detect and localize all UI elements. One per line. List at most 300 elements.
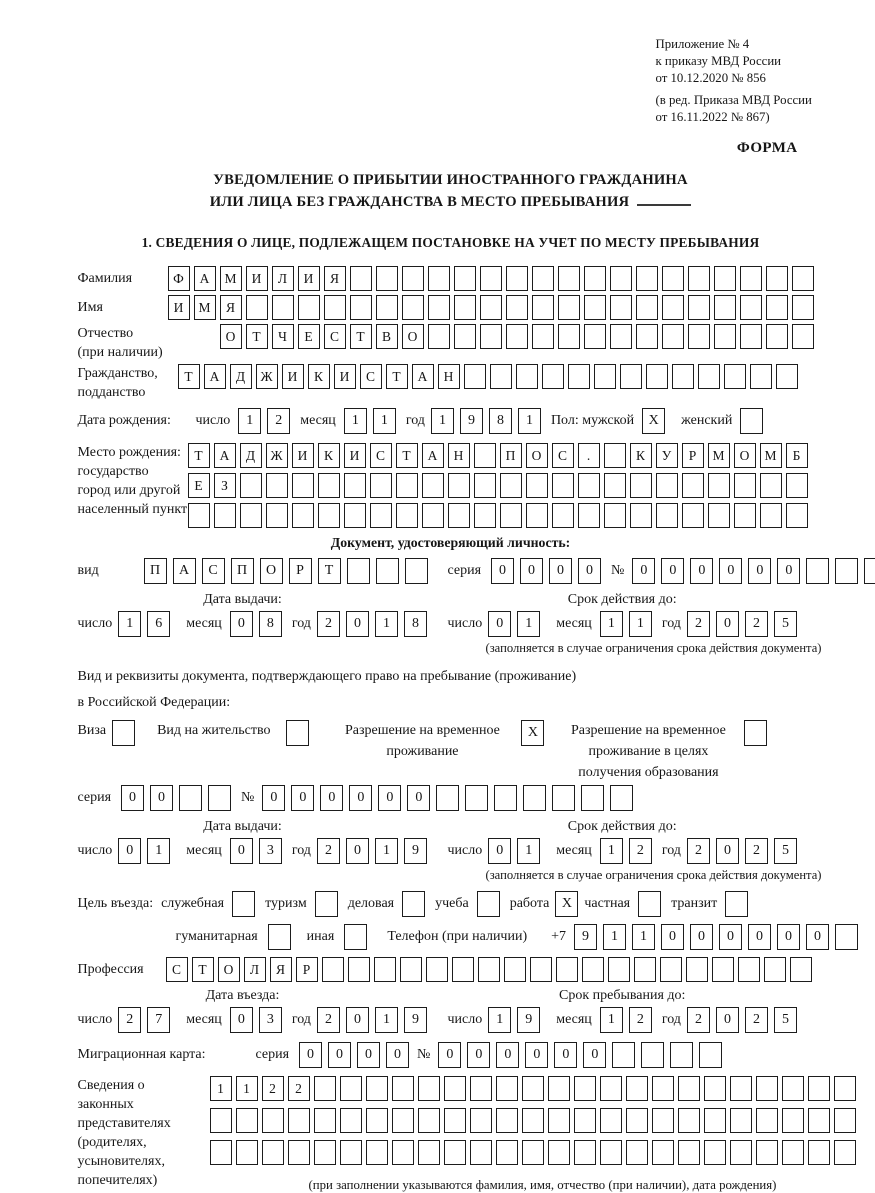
patronymic-label: Отчество (при наличии) xyxy=(77,326,163,360)
form-cell xyxy=(581,785,604,811)
form-cell: 0 xyxy=(262,785,285,811)
form-cell: 1 xyxy=(517,611,540,637)
form-cell: С xyxy=(202,558,225,584)
form-cell: 0 xyxy=(291,785,314,811)
birth-day-label: число xyxy=(195,413,231,428)
form-cell xyxy=(558,324,580,349)
valid-year-cells[interactable] xyxy=(687,611,797,637)
form-cell xyxy=(268,924,291,950)
issue-year-cells[interactable] xyxy=(317,611,427,637)
form-cell xyxy=(292,473,314,498)
form-cell: Ж xyxy=(256,364,278,389)
form-cell: 9 xyxy=(574,924,597,950)
form-cell xyxy=(522,1108,544,1133)
form-cell: Д xyxy=(230,364,252,389)
form-cell: 0 xyxy=(549,558,572,584)
form-cell: У xyxy=(656,443,678,468)
form-cell xyxy=(418,1108,440,1133)
sex-female-checkbox[interactable] xyxy=(740,408,763,434)
sex-female-label: женский xyxy=(681,413,733,428)
form-cell xyxy=(504,957,526,982)
form-cell xyxy=(552,503,574,528)
purpose-business-checkbox[interactable] xyxy=(402,891,425,917)
birth-place-cells-row1[interactable] xyxy=(188,443,808,468)
doc-series-cells[interactable] xyxy=(491,558,601,584)
form-cell xyxy=(210,1140,232,1165)
form-cell xyxy=(236,1108,258,1133)
form-cell: 2 xyxy=(288,1076,310,1101)
form-cell xyxy=(214,503,236,528)
form-cell: Т xyxy=(386,364,408,389)
form-cell xyxy=(392,1140,414,1165)
birth-day-cells[interactable] xyxy=(238,408,290,434)
form-cell: М xyxy=(194,295,216,320)
permit-number-cells[interactable] xyxy=(262,785,633,811)
form-cell: 0 xyxy=(438,1042,461,1068)
form-cell: 0 xyxy=(690,924,713,950)
temp-residence-permit-edu-option xyxy=(562,720,767,783)
form-cell xyxy=(610,324,632,349)
purpose-option-label: служебная xyxy=(161,896,225,911)
form-cell xyxy=(630,503,652,528)
annex-edit-note-line: (в ред. Приказа МВД России xyxy=(655,93,812,107)
form-cell xyxy=(402,266,424,291)
form-cell: 0 xyxy=(378,785,401,811)
form-cell xyxy=(324,295,346,320)
purpose-option-label: гуманитарная xyxy=(175,929,258,944)
form-cell: Е xyxy=(298,324,320,349)
permit-valid-year-label: год xyxy=(661,843,681,858)
form-cell xyxy=(714,295,736,320)
issue-day-cells[interactable] xyxy=(118,611,170,637)
form-cell xyxy=(344,503,366,528)
permit-series-cells[interactable] xyxy=(121,785,231,811)
purpose-work-checkbox[interactable] xyxy=(555,891,578,917)
form-cell xyxy=(714,266,736,291)
form-cell xyxy=(740,408,763,434)
form-cell: 0 xyxy=(806,924,829,950)
form-cell: А xyxy=(204,364,226,389)
form-cell: 0 xyxy=(488,838,511,864)
phone-cells[interactable] xyxy=(574,924,858,950)
doc-number-label: № xyxy=(611,563,625,578)
form-cell: И xyxy=(168,295,190,320)
issue-month-label: месяц xyxy=(186,616,222,631)
form-cell xyxy=(834,1140,856,1165)
birth-place-cells-row2[interactable] xyxy=(188,473,808,498)
form-cell xyxy=(232,891,255,917)
form-cell: 1 xyxy=(375,611,398,637)
form-cell xyxy=(604,503,626,528)
form-cell: 1 xyxy=(600,838,623,864)
doc-type-label: вид xyxy=(77,563,99,578)
form-cell xyxy=(782,1076,804,1101)
form-cell xyxy=(756,1108,778,1133)
form-cell: 0 xyxy=(777,924,800,950)
form-cell: 3 xyxy=(259,838,282,864)
birth-place-cells-row3[interactable] xyxy=(188,503,808,528)
form-cell xyxy=(340,1108,362,1133)
form-cell xyxy=(314,1076,336,1101)
purpose-transit-checkbox[interactable] xyxy=(725,891,748,917)
form-cell xyxy=(604,473,626,498)
form-cell: 0 xyxy=(320,785,343,811)
entry-day-cells[interactable] xyxy=(118,1007,170,1033)
form-cell: И xyxy=(246,266,268,291)
form-cell: Б xyxy=(786,443,808,468)
form-cell xyxy=(835,924,858,950)
form-cell: Р xyxy=(289,558,312,584)
form-cell: 2 xyxy=(745,1007,768,1033)
form-cell xyxy=(740,295,762,320)
representatives-cells-row1[interactable] xyxy=(210,1076,856,1101)
form-cell xyxy=(522,1140,544,1165)
form-cell xyxy=(608,957,630,982)
form-cell: Д xyxy=(240,443,262,468)
form-cell xyxy=(610,266,632,291)
form-cell: Т xyxy=(178,364,200,389)
form-cell xyxy=(558,266,580,291)
form-cell: О xyxy=(734,443,756,468)
form-cell xyxy=(400,957,422,982)
form-cell: П xyxy=(231,558,254,584)
form-cell xyxy=(262,1108,284,1133)
form-cell xyxy=(756,1140,778,1165)
profession-label: Профессия xyxy=(77,961,144,977)
form-cell xyxy=(620,364,642,389)
birth-place-label: Место рождения: государство город или другой населенный пункт xyxy=(77,445,188,517)
stay-day-cells[interactable] xyxy=(488,1007,540,1033)
purpose-study-checkbox[interactable] xyxy=(477,891,500,917)
form-cell: А xyxy=(214,443,236,468)
birth-year-cells[interactable] xyxy=(431,408,541,434)
form-cell xyxy=(266,473,288,498)
permit-issue-month-cells[interactable] xyxy=(230,838,282,864)
surname-label: Фамилия xyxy=(77,270,133,286)
form-cell xyxy=(444,1108,466,1133)
permit-valid-until-group xyxy=(448,819,797,864)
form-cell xyxy=(347,558,370,584)
form-cell xyxy=(496,1108,518,1133)
form-cell: О xyxy=(402,324,424,349)
form-cell xyxy=(532,295,554,320)
form-cell: Ф xyxy=(168,266,190,291)
form-cell xyxy=(626,1076,648,1101)
form-cell xyxy=(582,957,604,982)
permit-valid-until-heading: Срок действия до: xyxy=(567,819,677,834)
form-cell: 2 xyxy=(745,611,768,637)
form-cell xyxy=(670,1042,693,1068)
form-cell xyxy=(552,785,575,811)
valid-day-cells[interactable] xyxy=(488,611,540,637)
issue-day-label: число xyxy=(77,616,113,631)
form-cell: 0 xyxy=(118,838,141,864)
form-cell xyxy=(376,266,398,291)
form-cell: 7 xyxy=(147,1007,170,1033)
doc-number-cells[interactable] xyxy=(632,558,875,584)
form-cell xyxy=(402,295,424,320)
permit-validity-note: (заполняется в случае ограничения срока действия документа) xyxy=(485,868,822,882)
form-cell xyxy=(240,503,262,528)
form-cell: 0 xyxy=(716,1007,739,1033)
form-cell: 1 xyxy=(375,1007,398,1033)
form-cell xyxy=(370,503,392,528)
entry-date-heading: Дата въезда: xyxy=(205,988,280,1003)
form-cell xyxy=(402,891,425,917)
form-cell: 0 xyxy=(748,558,771,584)
form-cell xyxy=(288,1140,310,1165)
form-cell xyxy=(760,503,782,528)
permit-issue-month-label: месяц xyxy=(186,843,222,858)
form-cell xyxy=(272,295,294,320)
form-cell xyxy=(766,295,788,320)
form-cell: 1 xyxy=(488,1007,511,1033)
form-cell: 0 xyxy=(230,838,253,864)
citizenship-label: Гражданство, подданство xyxy=(77,366,158,400)
form-cell: 3 xyxy=(259,1007,282,1033)
form-cell xyxy=(610,785,633,811)
form-cell xyxy=(454,295,476,320)
permit-valid-day-cells[interactable] xyxy=(488,838,540,864)
residence-permit-label: Вид на жительство xyxy=(157,723,271,738)
form-cell: 0 xyxy=(230,611,253,637)
form-cell: 2 xyxy=(262,1076,284,1101)
form-cell xyxy=(786,473,808,498)
valid-day-label: число xyxy=(447,616,483,631)
annex-line: от 10.12.2020 № 856 xyxy=(655,71,766,85)
stay-month-cells[interactable] xyxy=(600,1007,652,1033)
form-cell xyxy=(610,295,632,320)
form-cell: 8 xyxy=(259,611,282,637)
visa-checkbox[interactable] xyxy=(112,720,135,746)
form-cell xyxy=(428,266,450,291)
form-cell: 2 xyxy=(267,408,290,434)
form-cell xyxy=(688,266,710,291)
form-cell xyxy=(600,1108,622,1133)
form-cell xyxy=(714,324,736,349)
form-cell xyxy=(288,1108,310,1133)
form-cell xyxy=(418,1140,440,1165)
form-cell xyxy=(426,957,448,982)
permit-series-label: серия xyxy=(77,790,112,805)
stay-year-cells[interactable] xyxy=(687,1007,797,1033)
form-cell: Я xyxy=(324,266,346,291)
issue-month-cells[interactable] xyxy=(230,611,282,637)
form-cell xyxy=(656,503,678,528)
form-cell: 2 xyxy=(317,611,340,637)
form-cell xyxy=(366,1108,388,1133)
permit-issue-year-cells[interactable] xyxy=(317,838,427,864)
form-cell xyxy=(314,1140,336,1165)
form-cell xyxy=(738,957,760,982)
first-name-label: Имя xyxy=(77,299,103,315)
form-cell xyxy=(750,364,772,389)
form-cell: 1 xyxy=(236,1076,258,1101)
form-cell: 0 xyxy=(583,1042,606,1068)
representatives-cells-row3[interactable] xyxy=(210,1140,856,1165)
form-cell xyxy=(808,1140,830,1165)
form-cell: 0 xyxy=(716,838,739,864)
purpose-tourism-checkbox[interactable] xyxy=(315,891,338,917)
form-cell: 0 xyxy=(328,1042,351,1068)
form-cell xyxy=(558,295,580,320)
citizenship-cells[interactable] xyxy=(178,364,798,389)
form-cell: Р xyxy=(682,443,704,468)
form-cell xyxy=(448,503,470,528)
entry-year-cells[interactable] xyxy=(317,1007,427,1033)
form-cell: Ч xyxy=(272,324,294,349)
temp-residence-permit-checkbox[interactable] xyxy=(521,720,544,746)
permit-valid-month-cells[interactable] xyxy=(600,838,652,864)
permit-valid-month-label: месяц xyxy=(556,843,592,858)
form-cell xyxy=(477,891,500,917)
permit-issue-date-group xyxy=(78,819,448,864)
form-cell: И xyxy=(298,266,320,291)
migration-series-cells[interactable] xyxy=(299,1042,409,1068)
form-cell xyxy=(474,473,496,498)
form-cell: 2 xyxy=(745,838,768,864)
profession-cells[interactable] xyxy=(166,957,812,982)
form-cell xyxy=(370,473,392,498)
form-cell xyxy=(506,324,528,349)
title-line-2: ИЛИ ЛИЦА БЕЗ ГРАЖДАНСТВА В МЕСТО ПРЕБЫВАНИЯ xyxy=(78,191,824,213)
form-cell: 0 xyxy=(520,558,543,584)
form-cell: С xyxy=(360,364,382,389)
form-cell xyxy=(500,503,522,528)
visa-label: Виза xyxy=(77,723,107,738)
title-line-1: УВЕДОМЛЕНИЕ О ПРИБЫТИИ ИНОСТРАННОГО ГРАЖДАНИНА xyxy=(213,172,688,188)
form-cell xyxy=(790,957,812,982)
form-cell xyxy=(578,503,600,528)
form-marker: ФОРМА xyxy=(736,140,798,156)
form-cell: 1 xyxy=(344,408,367,434)
form-cell xyxy=(686,957,708,982)
purpose-private-checkbox[interactable] xyxy=(638,891,661,917)
first-name-cells[interactable] xyxy=(168,295,814,320)
form-cell xyxy=(708,473,730,498)
form-cell: И xyxy=(282,364,304,389)
stay-until-heading: Срок пребывания до: xyxy=(558,988,686,1003)
form-cell xyxy=(730,1140,752,1165)
form-cell: 1 xyxy=(238,408,261,434)
section-1-body xyxy=(78,266,824,1193)
representatives-cells-row2[interactable] xyxy=(210,1108,856,1133)
form-cell xyxy=(806,558,829,584)
temp-residence-permit-edu-checkbox[interactable] xyxy=(744,720,767,746)
form-cell xyxy=(428,295,450,320)
form-cell xyxy=(396,473,418,498)
form-cell xyxy=(725,891,748,917)
purpose-option-label: частная xyxy=(584,896,631,911)
purpose-humanitarian-checkbox[interactable] xyxy=(268,924,291,950)
form-cell xyxy=(604,443,626,468)
form-cell: З xyxy=(214,473,236,498)
form-cell xyxy=(474,503,496,528)
form-cell xyxy=(704,1140,726,1165)
birth-month-label: месяц xyxy=(300,413,336,428)
form-cell xyxy=(808,1076,830,1101)
patronymic-cells[interactable] xyxy=(220,324,814,349)
form-cell: 0 xyxy=(554,1042,577,1068)
form-cell xyxy=(474,443,496,468)
form-cell: 9 xyxy=(404,1007,427,1033)
form-cell xyxy=(636,324,658,349)
form-cell: 1 xyxy=(375,838,398,864)
form-cell xyxy=(652,1140,674,1165)
stay-day-label: число xyxy=(447,1012,483,1027)
form-cell xyxy=(464,364,486,389)
form-cell: 0 xyxy=(496,1042,519,1068)
entry-month-cells[interactable] xyxy=(230,1007,282,1033)
valid-month-cells[interactable] xyxy=(600,611,652,637)
permit-issue-day-cells[interactable] xyxy=(118,838,170,864)
migration-number-cells[interactable] xyxy=(438,1042,722,1068)
form-cell xyxy=(766,324,788,349)
form-cell xyxy=(366,1076,388,1101)
form-cell xyxy=(782,1140,804,1165)
sex-male-checkbox[interactable] xyxy=(642,408,665,434)
form-cell: Т xyxy=(246,324,268,349)
form-cell xyxy=(760,473,782,498)
permit-valid-year-cells[interactable] xyxy=(687,838,797,864)
form-cell xyxy=(210,1108,232,1133)
phone-prefix: +7 xyxy=(551,929,567,944)
form-cell: Т xyxy=(188,443,210,468)
form-cell: 0 xyxy=(777,558,800,584)
form-cell xyxy=(480,266,502,291)
birth-month-cells[interactable] xyxy=(344,408,396,434)
form-cell: 0 xyxy=(299,1042,322,1068)
purpose-official-checkbox[interactable] xyxy=(232,891,255,917)
issue-year-label: год xyxy=(291,616,311,631)
form-cell: С xyxy=(324,324,346,349)
form-cell: 0 xyxy=(346,838,369,864)
representatives-note: (при заполнении указываются фамилия, имя, отчество (при наличии), дата рождения) xyxy=(308,1178,777,1192)
form-cell: Н xyxy=(438,364,460,389)
form-cell xyxy=(744,720,767,746)
form-cell: 0 xyxy=(661,558,684,584)
doc-issue-date-heading: Дата выдачи: xyxy=(203,592,282,607)
form-cell xyxy=(834,1108,856,1133)
form-cell xyxy=(548,1140,570,1165)
form-cell xyxy=(574,1076,596,1101)
permit-number-label: № xyxy=(241,790,255,805)
form-cell: 0 xyxy=(346,1007,369,1033)
doc-type-cells[interactable] xyxy=(144,558,428,584)
purpose-other-checkbox[interactable] xyxy=(344,924,367,950)
form-cell xyxy=(634,957,656,982)
form-cell xyxy=(523,785,546,811)
form-cell: П xyxy=(500,443,522,468)
form-cell: Т xyxy=(350,324,372,349)
form-cell xyxy=(656,473,678,498)
form-cell: А xyxy=(173,558,196,584)
form-cell: 1 xyxy=(431,408,454,434)
form-cell xyxy=(662,295,684,320)
form-cell xyxy=(542,364,564,389)
form-cell: 8 xyxy=(404,611,427,637)
form-cell xyxy=(179,785,202,811)
surname-cells[interactable] xyxy=(168,266,814,291)
form-cell xyxy=(454,266,476,291)
birth-date-label: Дата рождения: xyxy=(77,413,171,428)
form-cell xyxy=(516,364,538,389)
form-cell xyxy=(548,1108,570,1133)
birth-year-label: год xyxy=(405,413,425,428)
form-cell xyxy=(478,957,500,982)
form-cell xyxy=(574,1140,596,1165)
residence-permit-checkbox[interactable] xyxy=(286,720,309,746)
